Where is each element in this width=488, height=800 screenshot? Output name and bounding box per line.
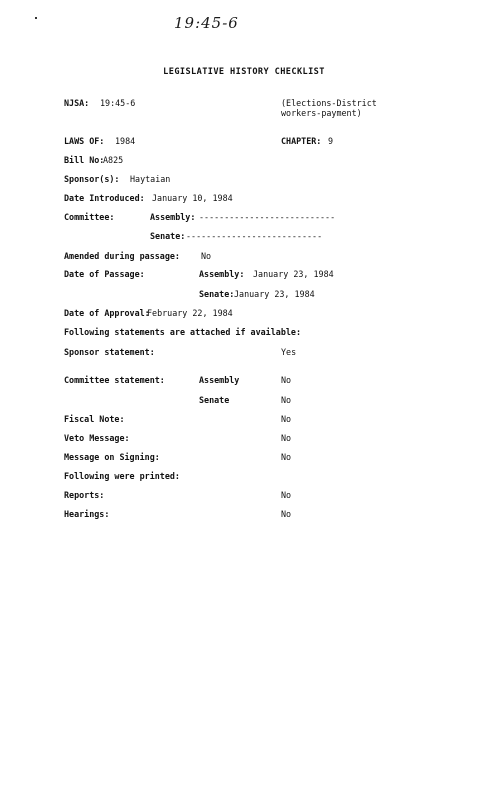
committee-statement-assembly-label: Assembly	[199, 375, 240, 385]
hearings-label: Hearings:	[64, 509, 110, 519]
veto-message-label: Veto Message:	[64, 433, 130, 443]
amended-label: Amended during passage:	[64, 251, 180, 261]
fiscal-note-label: Fiscal Note:	[64, 414, 125, 424]
chapter-value: 9	[328, 136, 334, 146]
hearings-value: No	[281, 509, 292, 519]
sponsor-value: Haytaian	[130, 174, 171, 184]
passage-assembly-value: January 23, 1984	[253, 269, 334, 279]
bill-no-value: A825	[103, 155, 124, 165]
laws-of-value: 1984	[115, 136, 136, 146]
sponsor-statement-value: Yes	[281, 347, 297, 357]
fiscal-note-value: No	[281, 414, 292, 424]
chapter-label: CHAPTER:	[281, 136, 322, 146]
following-printed-heading: Following were printed:	[64, 471, 180, 481]
sponsor-label: Sponsor(s):	[64, 174, 120, 184]
amended-value: No	[201, 251, 212, 261]
message-on-signing-label: Message on Signing:	[64, 452, 160, 462]
committee-statement-label: Committee statement:	[64, 375, 165, 385]
date-of-approval-label: Date of Approval:	[64, 308, 150, 318]
njsa-label: NJSA:	[64, 98, 90, 108]
committee-statement-assembly-value: No	[281, 375, 292, 385]
njsa-note: (Elections-District workers-payment)	[281, 98, 377, 118]
njsa-value: 19:45-6	[100, 98, 136, 108]
speck-mark	[35, 17, 37, 19]
handwritten-number: 19:45-6	[174, 14, 239, 32]
passage-senate-value: January 23, 1984	[234, 289, 315, 299]
following-attached-heading: Following statements are attached if available:	[64, 327, 301, 337]
message-on-signing-value: No	[281, 452, 292, 462]
committee-label: Committee:	[64, 212, 115, 222]
passage-assembly-label: Assembly:	[199, 269, 245, 279]
date-introduced-value: January 10, 1984	[152, 193, 233, 203]
committee-statement-senate-value: No	[281, 395, 292, 405]
veto-message-value: No	[281, 433, 292, 443]
committee-assembly-label: Assembly:	[150, 212, 196, 222]
date-of-approval-value: February 22, 1984	[147, 308, 233, 318]
sponsor-statement-label: Sponsor statement:	[64, 347, 155, 357]
date-of-passage-label: Date of Passage:	[64, 269, 145, 279]
laws-of-label: LAWS OF:	[64, 136, 105, 146]
reports-value: No	[281, 490, 292, 500]
committee-senate-value: ---------------------------	[186, 231, 323, 241]
reports-label: Reports:	[64, 490, 105, 500]
committee-assembly-value: ---------------------------	[199, 212, 336, 222]
committee-senate-label: Senate:	[150, 231, 186, 241]
committee-statement-senate-label: Senate	[199, 395, 230, 405]
bill-no-label: Bill No:	[64, 155, 105, 165]
page-title: LEGISLATIVE HISTORY CHECKLIST	[163, 67, 325, 77]
date-introduced-label: Date Introduced:	[64, 193, 145, 203]
passage-senate-label: Senate:	[199, 289, 235, 299]
